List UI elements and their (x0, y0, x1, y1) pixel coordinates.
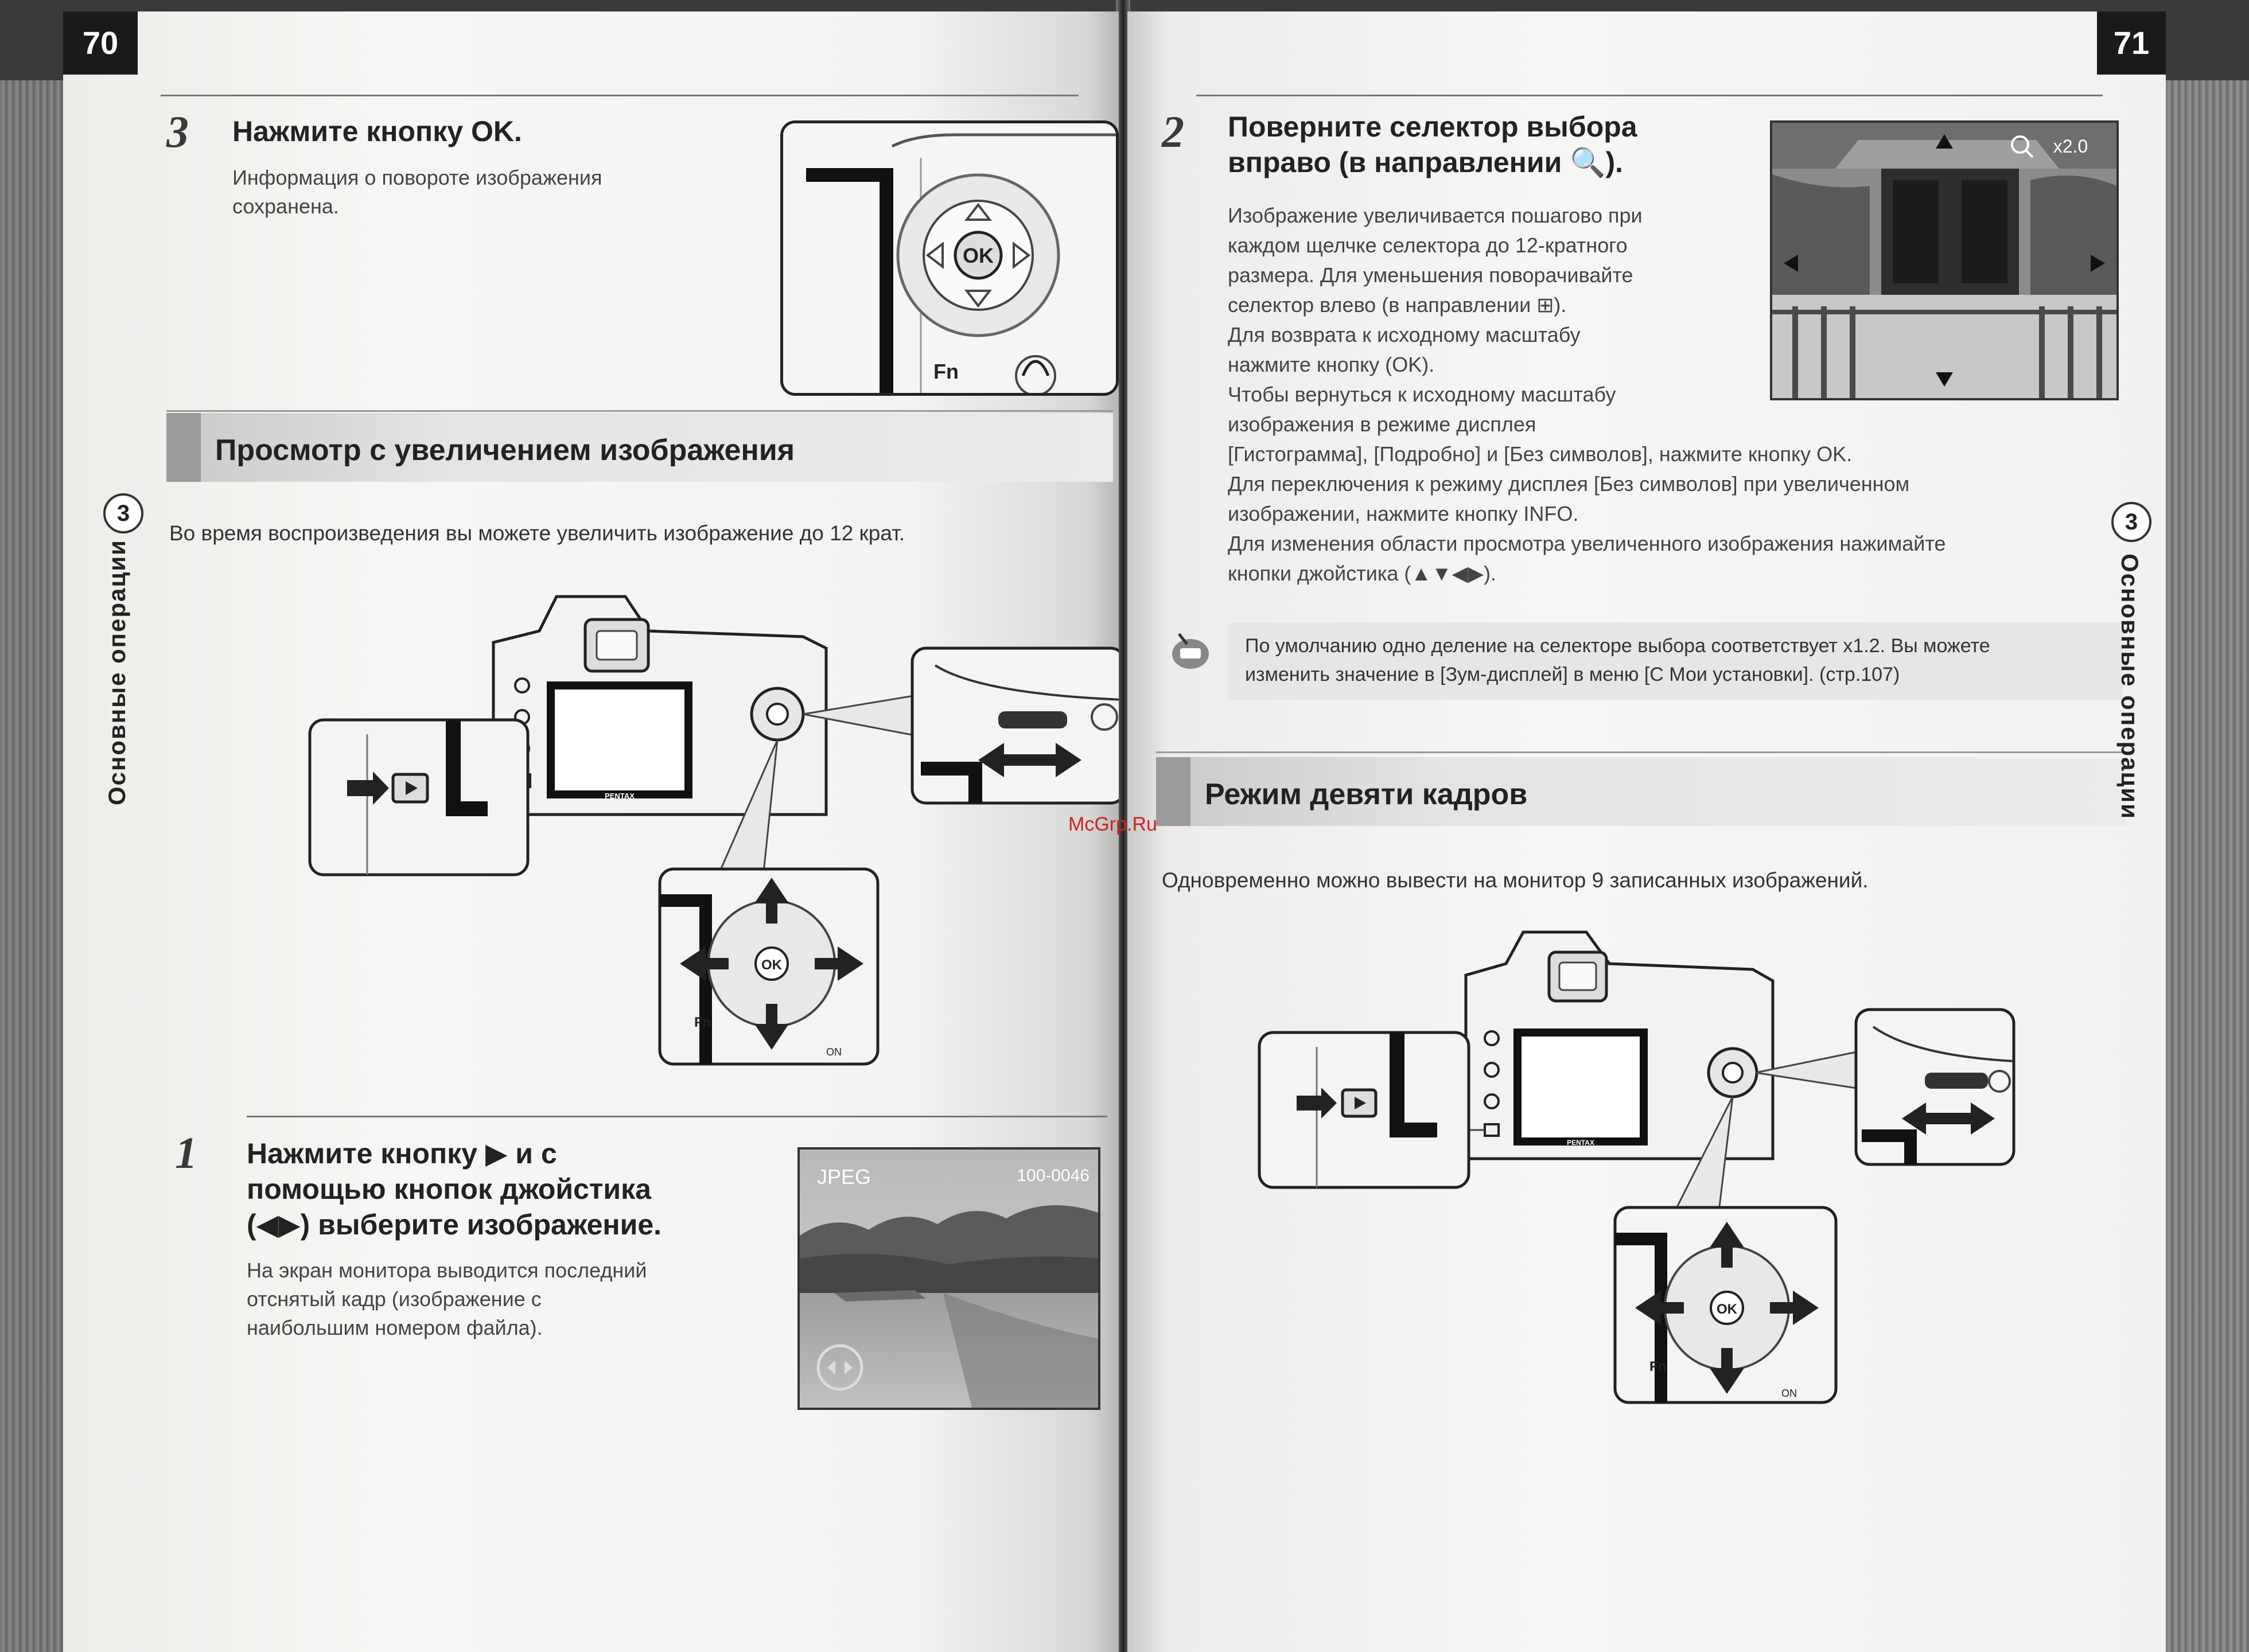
body-line: наибольшим номером файла). (247, 1316, 543, 1339)
camera-back-drawing (783, 123, 1116, 393)
ok-button-illustration (780, 120, 1119, 396)
section-top-rule (166, 410, 1113, 412)
memo-text (1245, 632, 2117, 689)
section-accent (1156, 757, 1190, 826)
on-label: ON (1781, 1388, 1797, 1399)
photo-drawing (800, 1150, 1098, 1408)
title-line: вправо (в направлении 🔍). (1228, 146, 1623, 178)
title-line: (◀▶) выберите изображение. (247, 1209, 662, 1241)
step-body-wide (1228, 439, 2134, 589)
memo-icon (1168, 628, 1213, 674)
section-intro: Одновременно можно вывести на монитор 9 записанных изображений. (1162, 868, 1869, 892)
memo-box (1228, 622, 2123, 700)
body-line: Для возврата к исходному масштабу (1228, 323, 1581, 346)
camera-diagram (235, 579, 1119, 1090)
body-line: изображения в режиме дисплея (1228, 412, 1536, 436)
body-line: Для изменения области просмотра увеличенного изображения нажимайте (1228, 532, 1946, 555)
ok-label-small: OK (761, 957, 782, 973)
chapter-title: Основные операции (2116, 554, 2143, 820)
body-line: нажмите кнопку (OK). (1228, 353, 1435, 376)
fn-label: Fn (933, 360, 959, 383)
step-title (1228, 109, 1801, 180)
memo-line: По умолчанию одно деление на селекторе выбора соответствует x1.2. Вы можете (1245, 635, 1990, 657)
section-top-rule (1156, 751, 2126, 753)
step-body (1228, 201, 1801, 439)
step-number: 3 (166, 107, 189, 157)
left-page (63, 11, 1119, 1652)
on-label: ON (826, 1046, 842, 1058)
body-line: Чтобы вернуться к исходному масштабу (1228, 383, 1616, 406)
page-number: 70 (63, 11, 138, 75)
zoom-photo (1770, 120, 2119, 400)
chapter-number: 3 (103, 493, 143, 533)
section-title: Просмотр с увеличением изображения (215, 434, 795, 467)
title-line: Поверните селектор выбора (1228, 111, 1637, 143)
step-body (247, 1256, 820, 1342)
brand-label: PENTAX (605, 792, 635, 800)
body-line: [Гистограмма], [Подробно] и [Без символов], нажмите кнопку OK. (1228, 442, 1853, 466)
step-body (232, 163, 806, 221)
body-line: отснятый кадр (изображение с (247, 1287, 542, 1311)
step-number: 1 (175, 1128, 197, 1178)
step-number: 2 (1162, 107, 1184, 157)
fn-label-small: Fn (694, 1015, 711, 1030)
body-line: селектор влево (в направлении ⊞). (1228, 293, 1567, 317)
section-title: Режим девяти кадров (1205, 778, 1528, 811)
right-page-stack (2166, 80, 2249, 1652)
format-label: JPEG (817, 1165, 871, 1189)
ok-label-small: OK (1717, 1302, 1737, 1317)
ok-label: OK (963, 244, 994, 267)
section-accent (166, 413, 201, 482)
title-line: Нажмите кнопку ▶ и с (247, 1137, 557, 1170)
brand-label: PENTAX (1567, 1139, 1594, 1147)
camera-diagram (1213, 918, 2017, 1423)
step-rule (161, 95, 1079, 96)
section-intro: Во время воспроизведения вы можете увеличить изображение до 12 крат. (169, 521, 905, 545)
right-page (1127, 11, 2166, 1652)
watermark: McGrp.Ru (1068, 813, 1157, 835)
playback-photo (797, 1147, 1100, 1410)
memo-line: изменить значение в [Зум-дисплей] в меню [C Мои установки]. (стр.107) (1245, 664, 1900, 685)
chapter-title: Основные операции (103, 539, 130, 805)
body-line: сохранена. (232, 194, 339, 218)
chapter-number: 3 (2111, 502, 2151, 542)
zoom-level: x2.0 (2053, 136, 2088, 157)
fn-label-small: Fn (1649, 1359, 1667, 1374)
body-line: каждом щелчке селектора до 12-кратного (1228, 233, 1628, 257)
file-number: 100-0046 (1017, 1166, 1090, 1185)
step-title (247, 1136, 820, 1242)
step-title: Нажмите кнопку OK. (232, 115, 522, 147)
body-line: изображении, нажмите кнопку INFO. (1228, 502, 1579, 525)
camera-diagram-svg (1213, 918, 2017, 1423)
body-line: Изображение увеличивается пошагово при (1228, 204, 1643, 227)
body-line: На экран монитора выводится последний (247, 1259, 647, 1282)
body-line: Информация о повороте изображения (232, 166, 602, 189)
body-line: Для переключения к режиму дисплея [Без символов] при увеличенном (1228, 472, 1910, 496)
step-rule (247, 1116, 1107, 1117)
body-line: кнопки джойстика (▲▼◀▶). (1228, 562, 1496, 585)
camera-diagram-svg (235, 579, 1119, 1090)
step-rule (1196, 95, 2103, 96)
page-number: 71 (2097, 11, 2166, 75)
title-line: помощью кнопок джойстика (247, 1173, 651, 1205)
left-page-stack (0, 80, 63, 1652)
body-line: размера. Для уменьшения поворачивайте (1228, 263, 1633, 287)
zoom-photo-drawing (1772, 123, 2116, 398)
